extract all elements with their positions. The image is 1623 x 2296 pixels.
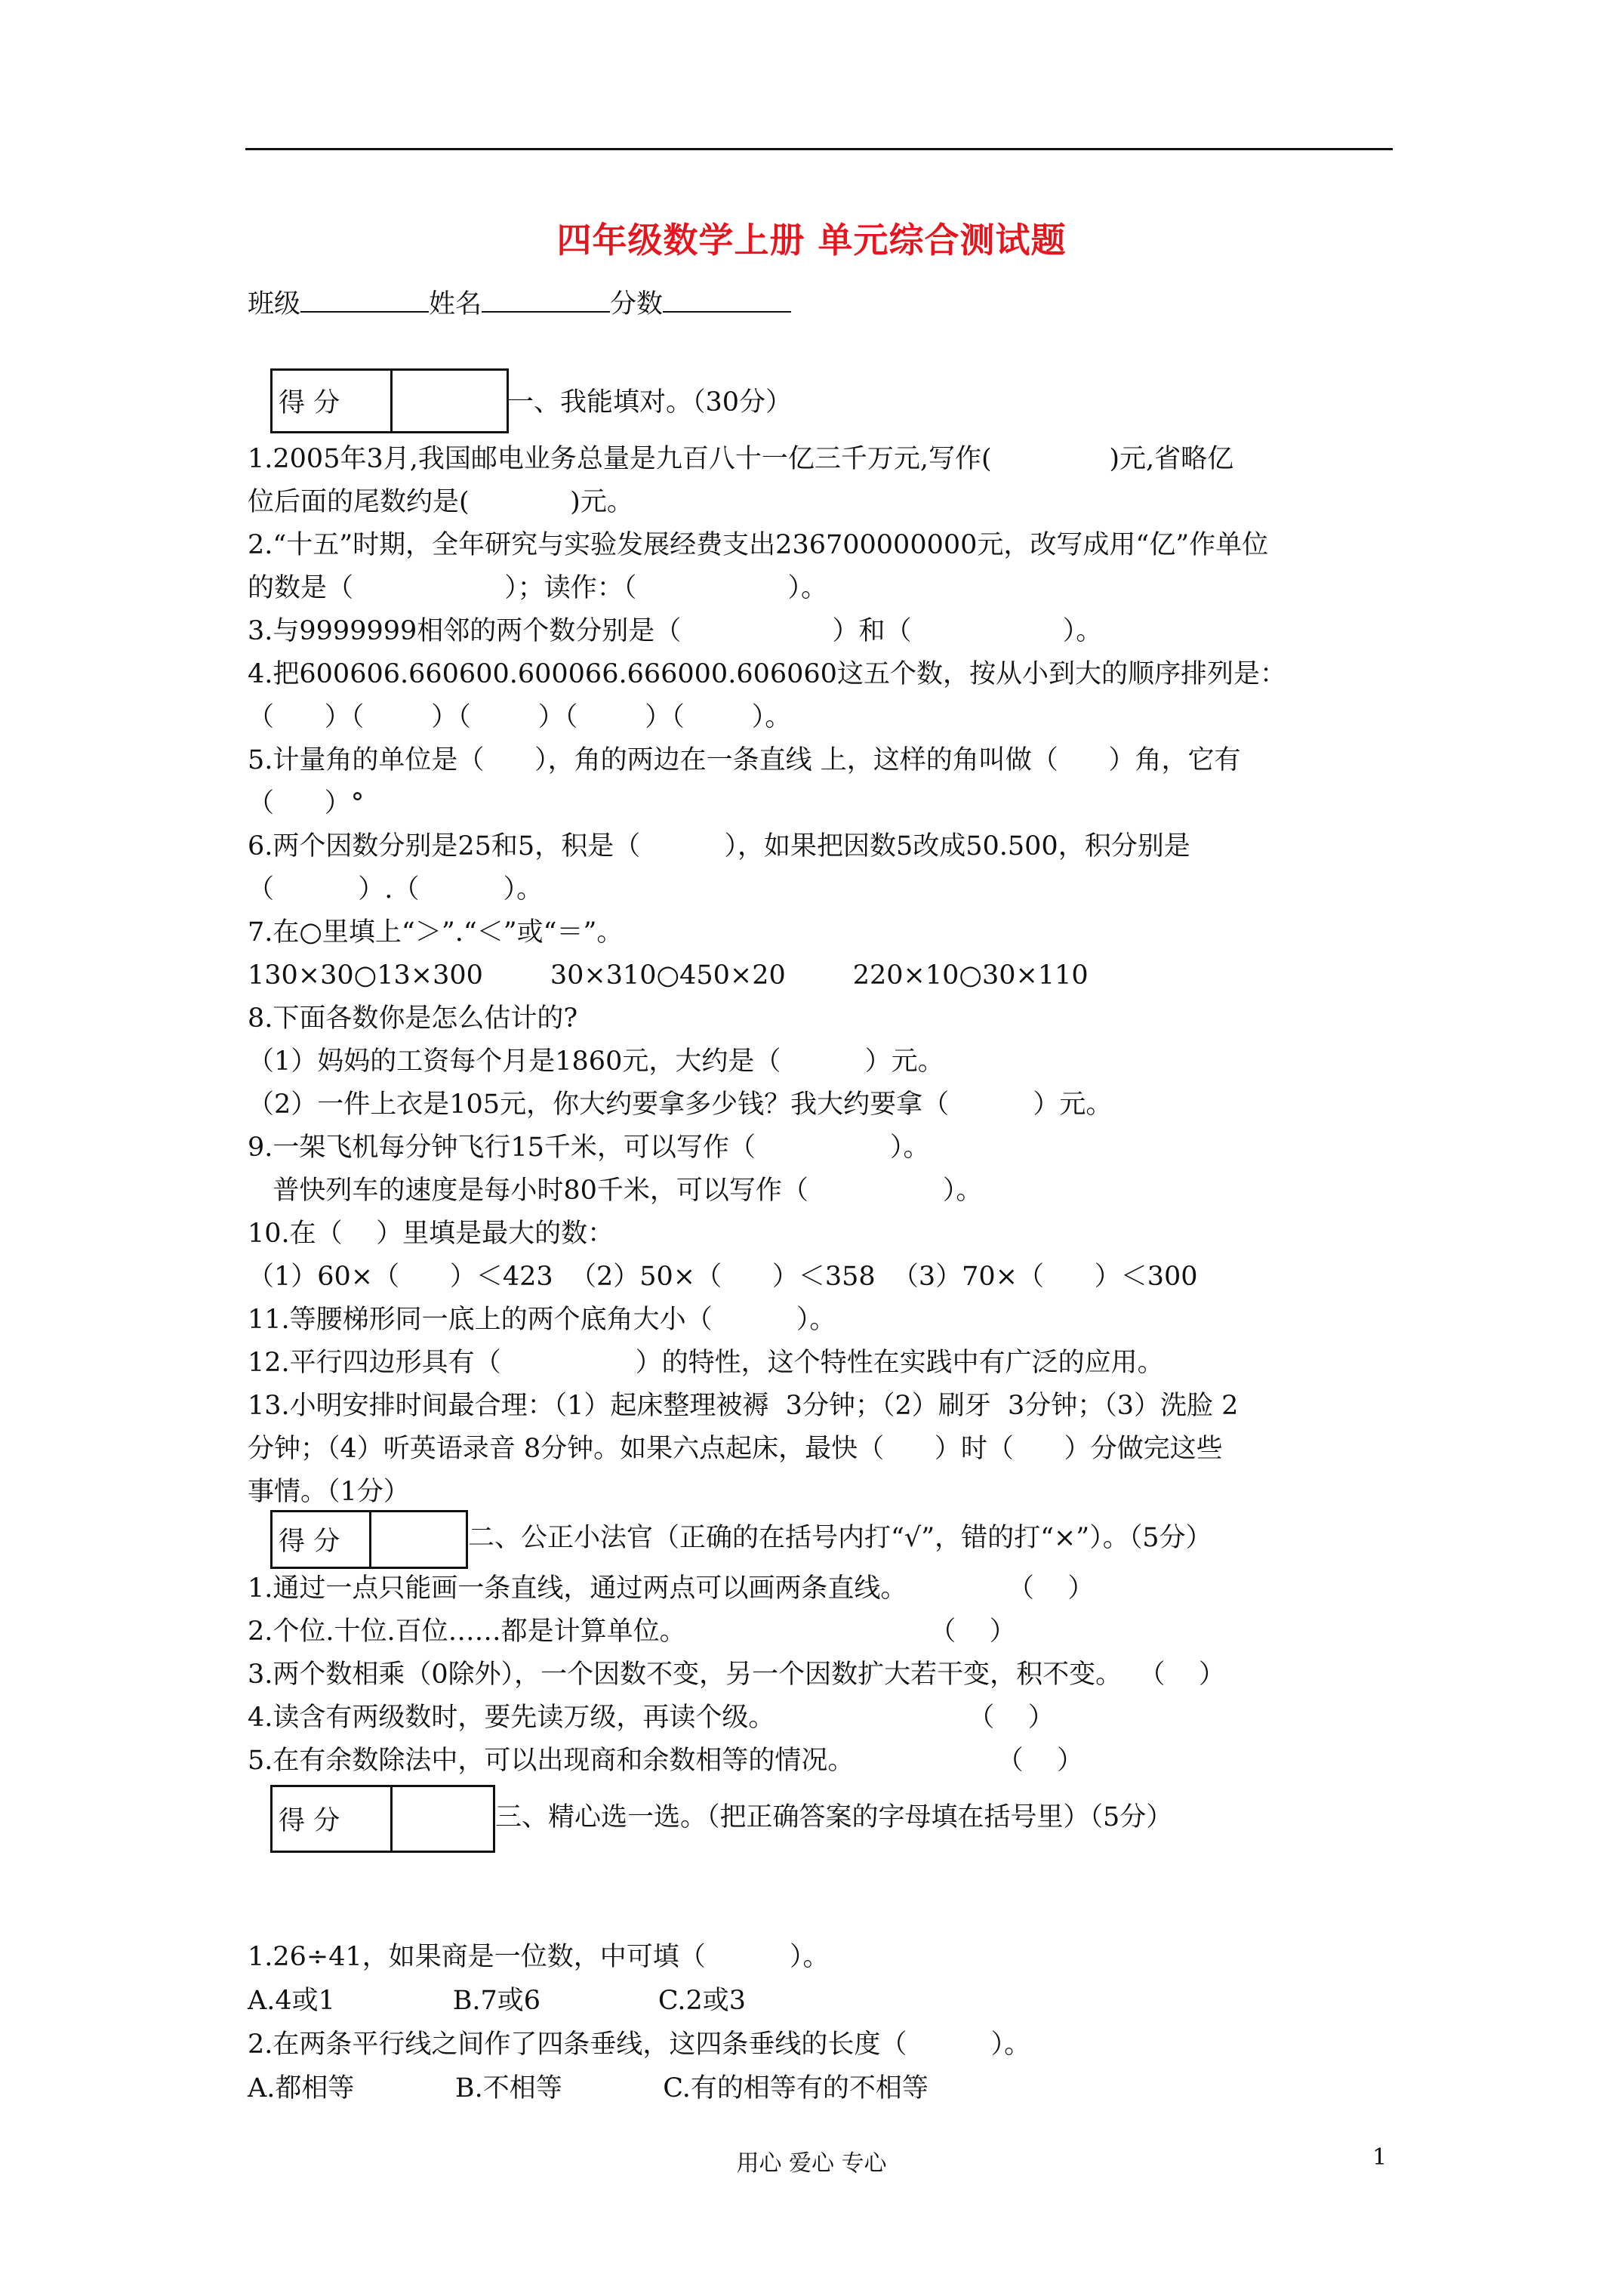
score-box-2 (270, 1510, 468, 1569)
question-line: 位后面的尾数约是( )元。 (248, 487, 633, 517)
question-line: 7.在○里填上“＞”.“＜”或“＝”。 (248, 917, 624, 948)
student-info-line (248, 288, 791, 319)
question-line: 8.下面各数你是怎么估计的? (248, 1003, 578, 1034)
question-line: 130×30○13×300 30×310○450×20 220×10○30×110 (248, 960, 1089, 991)
question-line: （ ）° (248, 788, 365, 818)
question-line: （ ）（ ）（ ）（ ）（ ）。 (248, 702, 792, 732)
question-line: 事情。（1分） (248, 1477, 410, 1507)
judgement-line: 3.两个数相乘（0除外），一个因数不变，另一个因数扩大若干变，积不变。 （ ） (248, 1660, 1225, 1690)
choice-line: 1.26÷41，如果商是一位数，中可填（ ）。 (248, 1942, 830, 1972)
page-number: 1 (1372, 2144, 1387, 2171)
question-line: 普快列车的速度是每小时80千米，可以写作（ ）。 (248, 1176, 983, 1206)
score-box-3 (270, 1785, 495, 1853)
section3-heading: 三、精心选一选。（把正确答案的字母填在括号里）（5分） (495, 1802, 1173, 1832)
page-footer: 用心 爱心 专心 (736, 2150, 887, 2177)
page-title: 四年级数学上册 单元综合测试题 (556, 220, 1067, 260)
score-box-value[interactable] (393, 371, 507, 431)
question-line: 5.计量角的单位是（ ），角的两边在一条直线 上，这样的角叫做（ ）角，它有 (248, 745, 1241, 775)
choice-line: 2.在两条平行线之间作了四条垂线，这四条垂线的长度（ ）。 (248, 2029, 1031, 2060)
name-blank[interactable] (482, 288, 610, 313)
question-line: （1）妈妈的工资每个月是1860元，大约是（ ）元。 (248, 1046, 944, 1077)
score-label: 分数 (610, 289, 664, 319)
question-line: 13.小明安排时间最合理：（1）起床整理被褥 3分钟；（2）刷牙 3分钟；（3）洗脸 2 (248, 1391, 1239, 1421)
section1-heading: 一、我能填对。（30分） (507, 387, 793, 418)
question-line: 6.两个因数分别是25和5，积是（ ），如果把因数5改成50.500，积分别是 (248, 831, 1190, 861)
name-label: 姓名 (429, 289, 482, 319)
question-line: 1.2005年3月,我国邮电业务总量是九百八十一亿三千万元,写作( )元,省略亿 (248, 444, 1234, 474)
question-line: （2）一件上衣是105元，你大约要拿多少钱？我大约要拿（ ）元。 (248, 1089, 1113, 1120)
score-blank[interactable] (663, 288, 791, 313)
score-box-label: 得 分 (273, 1787, 393, 1851)
score-box-label: 得 分 (273, 371, 393, 431)
choice-line: A.都相等 B.不相等 C.有的相等有的不相等 (248, 2073, 929, 2103)
question-line: 分钟；（4）听英语录音 8分钟。如果六点起床，最快（ ）时（ ）分做完这些 (248, 1434, 1223, 1464)
score-box-label: 得 分 (273, 1512, 371, 1567)
question-line: 10.在（ ）里填是最大的数： (248, 1219, 614, 1249)
question-line: 2.“十五”时期，全年研究与实验发展经费支出236700000000元，改写成用“亿”作单位 (248, 530, 1269, 560)
header-rule (245, 148, 1393, 150)
section2-heading: 二、公正小法官（正确的在括号内打“√”，错的打“×”）。（5分） (468, 1523, 1212, 1553)
judgement-line: 5.在有余数除法中，可以出现商和余数相等的情况。 （ ） (248, 1746, 1084, 1776)
choice-line: A.4或1 B.7或6 C.2或3 (248, 1986, 747, 2016)
question-line: 4.把600606.660600.600066.666000.606060这五个数，按从小到大的顺序排列是： (248, 659, 1286, 689)
question-line: （1）60×（ ）＜423 （2）50×（ ）＜358 （3）70×（ ）＜300 (248, 1262, 1198, 1292)
judgement-line: 4.读含有两级数时，要先读万级，再读个级。 （ ） (248, 1703, 1055, 1733)
score-box-1 (270, 368, 509, 433)
judgement-line: 1.通过一点只能画一条直线，通过两点可以画两条直线。 （ ） (248, 1573, 1095, 1604)
judgement-line: 2.个位.十位.百位……都是计算单位。 （ ） (248, 1616, 1016, 1647)
question-line: 12.平行四边形具有（ ）的特性，这个特性在实践中有广泛的应用。 (248, 1348, 1164, 1378)
class-label: 班级 (248, 289, 301, 319)
score-box-value[interactable] (371, 1512, 466, 1567)
class-blank[interactable] (300, 288, 429, 313)
question-line: 的数是（ ）；读作：（ ）。 (248, 573, 828, 603)
score-box-value[interactable] (393, 1787, 493, 1851)
question-line: 11.等腰梯形同一底上的两个底角大小（ ）。 (248, 1305, 836, 1335)
question-line: 9.一架飞机每分钟飞行15千米，可以写作（ ）。 (248, 1133, 930, 1163)
question-line: （ ）.（ ）。 (248, 874, 544, 905)
question-line: 3.与9999999相邻的两个数分别是（ ）和（ ）。 (248, 616, 1103, 646)
